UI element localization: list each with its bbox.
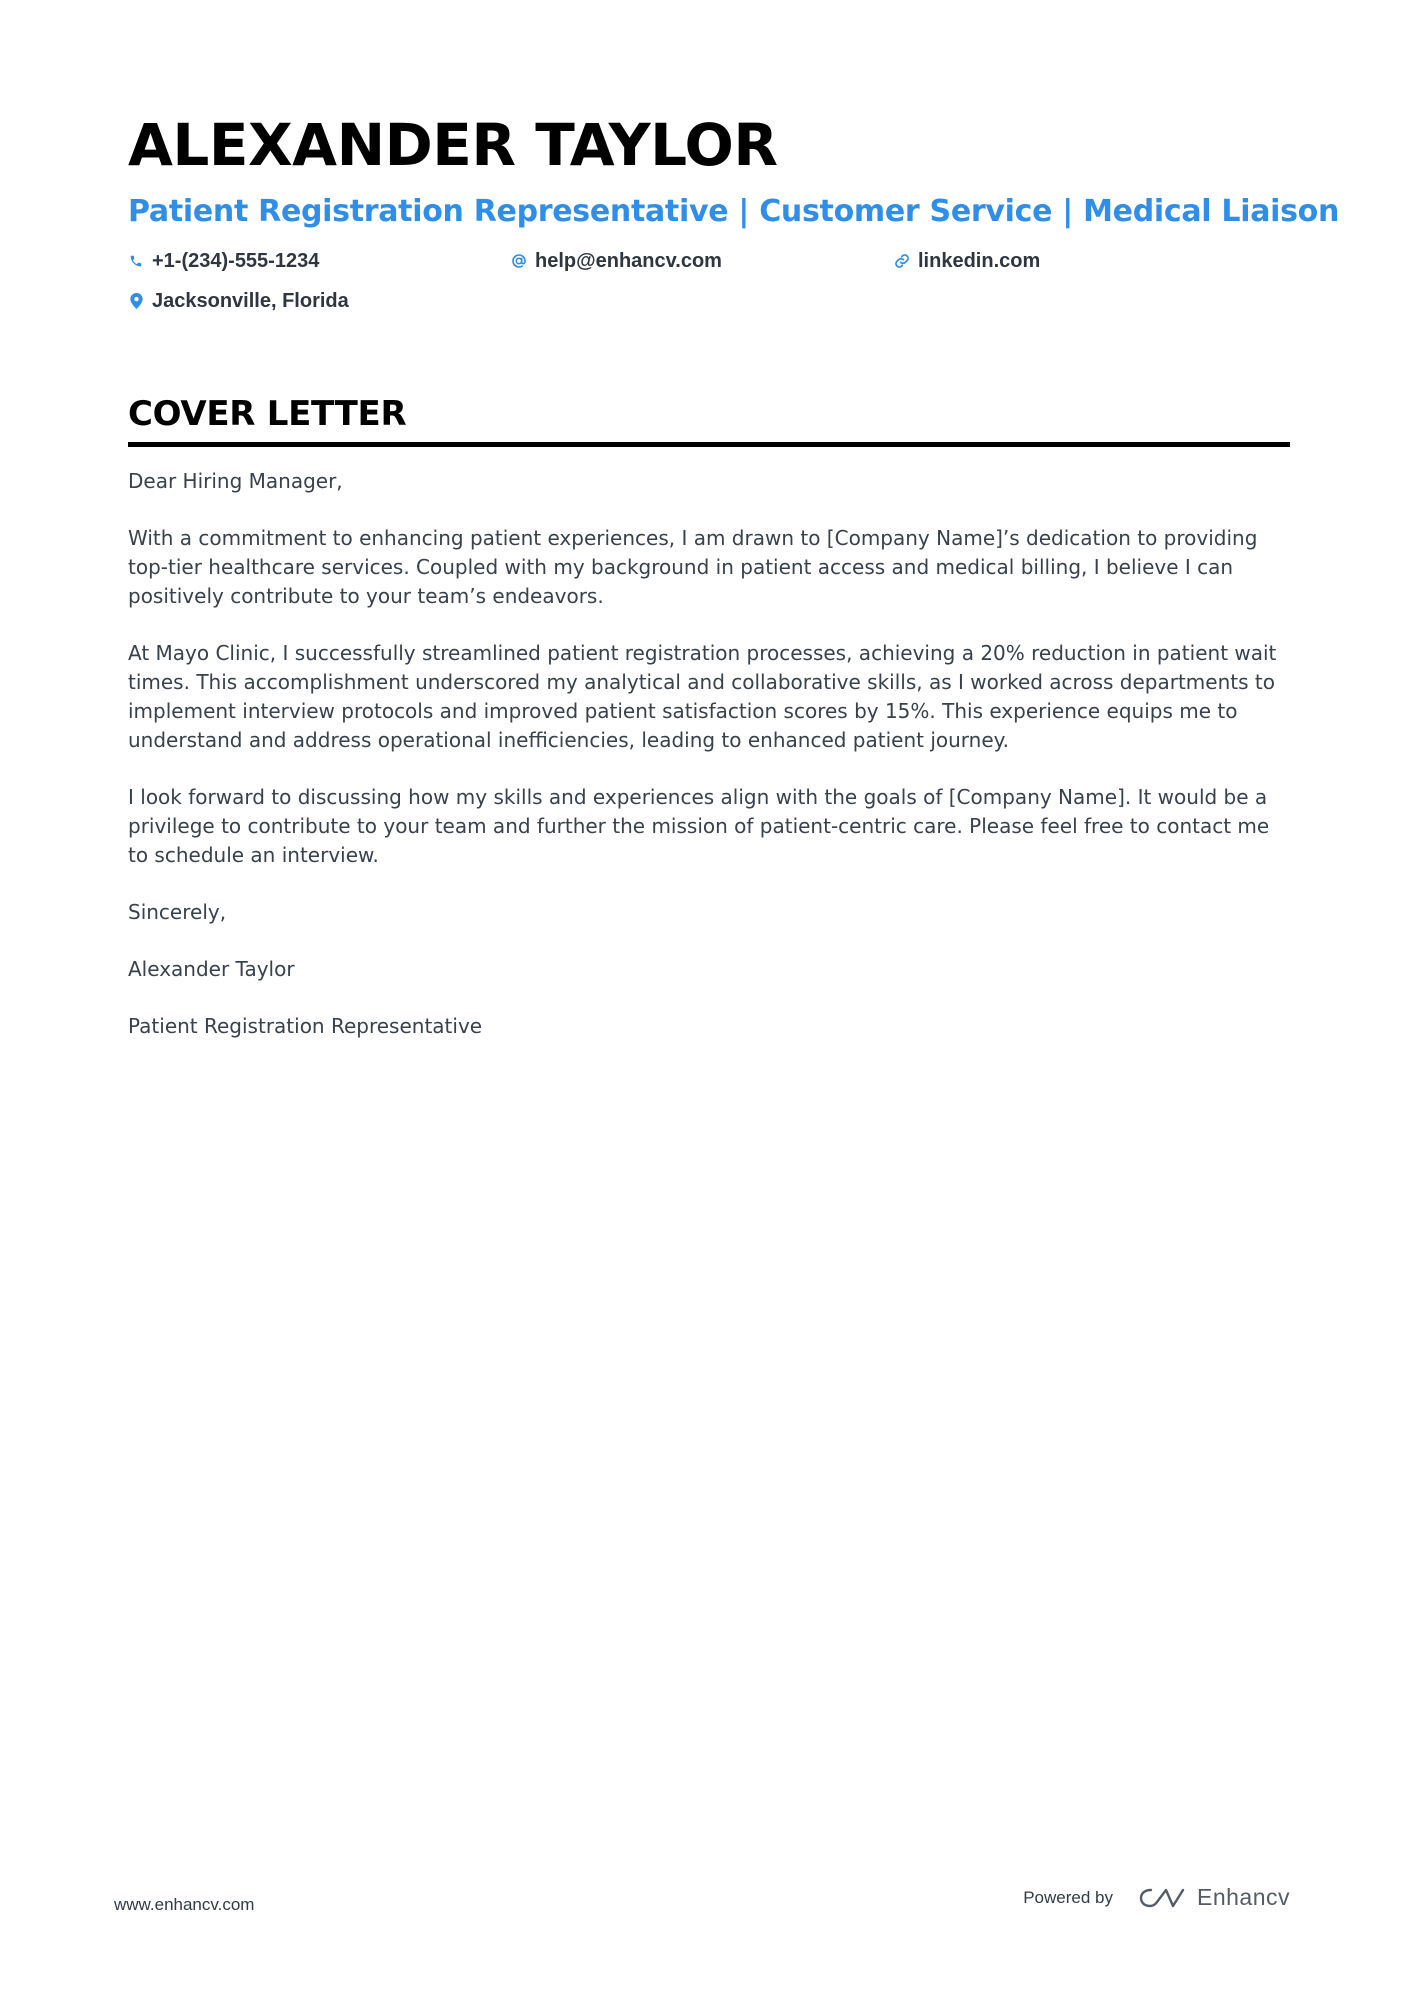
closing: Sincerely, [128,900,227,924]
brand-name: Enhancv [1196,1884,1290,1910]
section-title: COVER LETTER [128,394,407,434]
location-text: Jacksonville, Florida [152,290,349,312]
contact-phone [128,248,511,274]
phone-icon [128,253,144,269]
cover-letter-section [128,392,1290,1069]
footer-website[interactable]: www.enhancv.com [114,1895,255,1914]
signature-title: Patient Registration Representative [128,1014,483,1038]
contact-email[interactable] [511,248,894,274]
map-pin-icon [128,293,144,309]
signature-name: Alexander Taylor [128,957,295,981]
link-icon [894,253,910,269]
letter-paragraph: With a commitment to enhancing patient experiences, I am drawn to [Company Name]’s dedication to providing top-tier healthcare services. Coupled with my background in patient access and medical billing, I believe I can positively contribute to your team’s endeavors. [128,526,1258,608]
candidate-name: ALEXANDER TAYLOR [128,111,778,179]
candidate-title: Patient Registration Representative | Customer Service | Medical Liaison [128,194,1340,229]
letter-paragraph: At Mayo Clinic, I successfully streamlined patient registration processes, achieving a 20% reduction in patient wait times. This accomplishment underscored my analytical and collaborative skills, as I worked across departments to implement interview protocols and improved patient satisfaction scores by 15%. This experience equips me to understand and address operational inefficiencies, leading to enhanced patient journey. [128,641,1277,752]
at-sign-icon [511,253,527,269]
salutation: Dear Hiring Manager, [128,469,343,493]
resume-header [128,110,1340,314]
contact-location [128,288,511,314]
email-text: help@enhancv.com [535,250,722,272]
enhancv-logo-icon [1139,1885,1185,1911]
section-divider [128,442,1290,447]
website-text: linkedin.com [918,250,1041,272]
phone-text: +1-(234)-555-1234 [152,250,320,272]
letter-paragraph: I look forward to discussing how my skills and experiences align with the goals of [Company Name]. It would be a privilege to contribute to your team and further the mission of patient-centric care. Please feel free to contact me to schedule an interview. [128,785,1270,867]
letter-body [128,467,1290,1041]
contact-info [128,248,1288,314]
footer-branding [1023,1884,1290,1911]
contact-website[interactable] [894,248,1277,274]
powered-by-label: Powered by [1023,1887,1113,1907]
